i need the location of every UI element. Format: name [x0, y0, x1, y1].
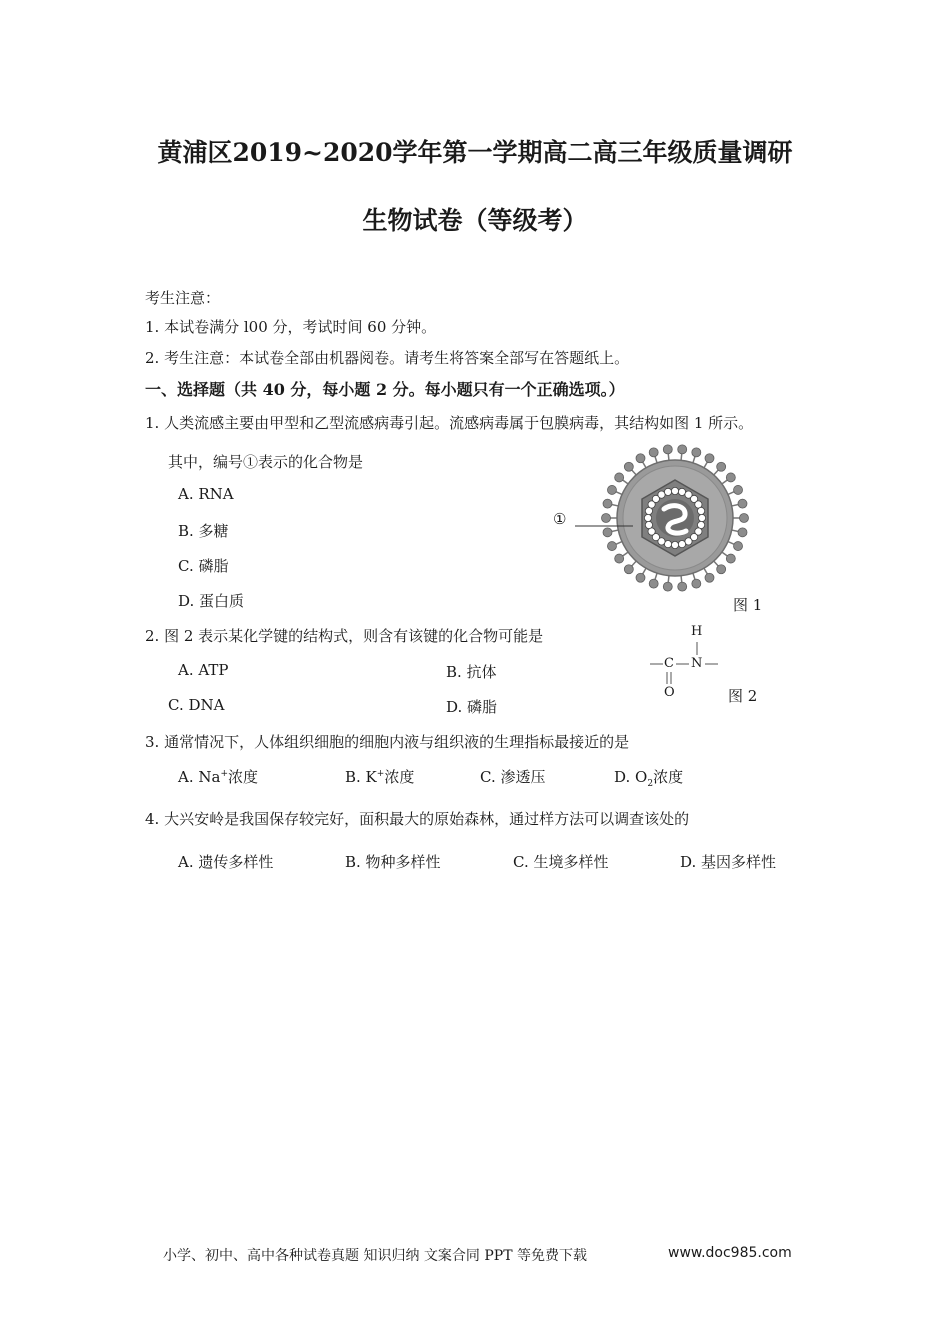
q1-stem-2: 其中，编号①表示的化合物是 — [168, 453, 364, 471]
leader-line — [575, 520, 635, 532]
figure1-label: 图 1 — [733, 596, 763, 614]
q2-option-c: C. DNA — [168, 696, 225, 714]
q2-option-d: D. 磷脂 — [446, 698, 498, 716]
atom-c: C — [664, 656, 674, 671]
q1-option-b: B. 多糖 — [178, 522, 229, 540]
q3-option-d: D. $O_2$浓度 — [614, 768, 684, 789]
q2-option-b: B. 抗体 — [446, 663, 497, 681]
section-heading: 一、选择题（共 40 分，每小题 2 分。每小题只有一个正确选项。） — [145, 380, 625, 399]
q2-option-a: A. ATP — [178, 661, 229, 679]
atom-h: H — [691, 624, 703, 639]
peptide-bond-figure — [648, 622, 728, 704]
q4-option-a: A. 遗传多样性 — [178, 853, 274, 871]
q1-option-a: A. RNA — [178, 485, 234, 503]
q4-stem: 4. 大兴安岭是我国保存较完好，面积最大的原始森林，通过样方法可以调查该处的 — [145, 810, 690, 828]
atom-o: O — [664, 685, 675, 700]
atom-n: N — [691, 656, 703, 671]
footer-text: 小学、初中、高中各种试卷真题 知识归纳 文案合同 PPT 等免费下载 — [163, 1248, 587, 1264]
figure1-marker: ① — [553, 510, 567, 528]
q3-option-a: A. Na+浓度 — [178, 768, 258, 786]
footer-url[interactable]: www.doc985.com — [668, 1245, 792, 1261]
q4-option-d: D. 基因多样性 — [680, 853, 777, 871]
q1-option-d: D. 蛋白质 — [178, 592, 245, 610]
q3-option-c: C. 渗透压 — [480, 768, 546, 786]
q4-option-b: B. 物种多样性 — [345, 853, 441, 871]
virus-figure — [600, 443, 750, 593]
notice-item-1: 1. 本试卷满分 l00 分，考试时间 60 分钟。 — [145, 318, 437, 336]
q4-option-c: C. 生境多样性 — [513, 853, 609, 871]
q3-stem: 3. 通常情况下，人体组织细胞的细胞内液与组织液的生理指标最接近的是 — [145, 733, 630, 751]
q1-option-c: C. 磷脂 — [178, 557, 229, 575]
notice-heading: 考生注意： — [145, 289, 221, 307]
page-subtitle: 生物试卷（等级考） — [362, 206, 588, 235]
q1-stem: 1. 人类流感主要由甲型和乙型流感病毒引起。流感病毒属于包膜病毒，其结构如图 1 所示。 — [145, 414, 754, 432]
figure2-label: 图 2 — [728, 687, 758, 705]
q2-stem: 2. 图 2 表示某化学键的结构式，则含有该键的化合物可能是 — [145, 627, 544, 645]
q3-option-b: B. K+浓度 — [345, 768, 415, 786]
page-title: 黄浦区2019~2020学年第一学期高二高三年级质量调研 — [157, 138, 793, 167]
notice-item-2: 2. 考生注意：本试卷全部由机器阅卷。请考生将答案全部写在答题纸上。 — [145, 349, 630, 367]
